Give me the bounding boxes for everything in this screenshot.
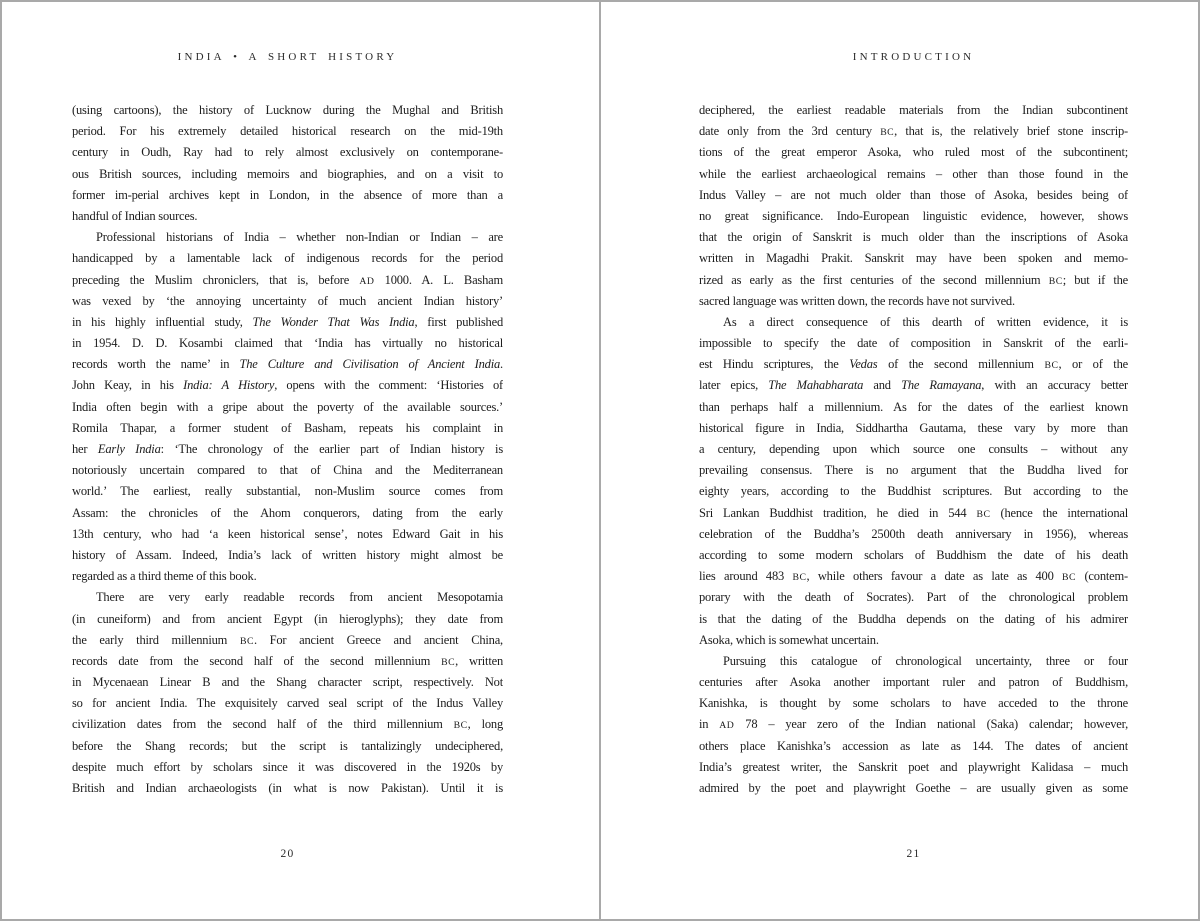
text-line: India often begin with a gripe about the poverty of the available sources.’ (72, 399, 503, 414)
text-line: world.’ The earliest, really substantial, non-Muslim source comes from (72, 484, 503, 499)
text-line: no great significance. Indo-European linguistic evidence, however, shows (699, 208, 1128, 223)
text-line: British and Indian archaeologists (in what is now Pakistan). Until it is (72, 781, 503, 795)
text-line: rized as early as the first centuries of the second millennium BC; but if the (699, 272, 1128, 287)
text-line: despite much effort by scholars since it was discovered in the 1920s by (72, 759, 503, 774)
text-line: Indus Valley – are not much older than those of Asoka, besides being of (699, 187, 1128, 202)
text-line: (using cartoons), the history of Lucknow during the Mughal and British (72, 103, 503, 117)
text-line: history of Assam. Indeed, India’s lack of written history might almost be (72, 547, 503, 562)
text-line: while the earliest archaeological remains – other than those found in the (699, 166, 1128, 181)
text-line: records date from the second half of the second millennium BC, written (72, 653, 503, 668)
text-line: later epics, The Mahabharata and The Ramayana, with an accuracy better (699, 378, 1128, 393)
text-line: a century, depending upon which source one consults – without any (699, 442, 1128, 456)
text-line: in his highly influential study, The Wonder That Was India, first published (72, 314, 503, 329)
text-line: regarded as a third theme of this book. (72, 569, 257, 584)
text-line: tions of the great emperor Asoka, who ruled most of the subcontinent; (699, 145, 1128, 160)
text-line: Sri Lankan Buddhist tradition, he died in 544 BC (hence the international (699, 505, 1128, 520)
text-line: John Keay, in his India: A History, opens with the comment: ‘Histories of (72, 378, 503, 393)
paragraph (699, 312, 1128, 651)
text-line: period. For his extremely detailed historical research on the mid-19th (72, 124, 503, 139)
text-line: that the origin of Sanskrit is much older than the inscriptions of Asoka (699, 230, 1128, 245)
text-line: celebration of the Buddha’s 2500th death anniversary in 1956), whereas (699, 526, 1128, 541)
text-line: Romila Thapar, a former student of Basham, repeats his complaint in (72, 420, 503, 435)
text-line: preceding the Muslim chroniclers, that is, before AD 1000. A. L. Basham (72, 272, 503, 287)
text-line: porary with the death of Socrates). Part of the chronological problem (699, 590, 1128, 605)
text-line: than perhaps half a millennium. As for the dates of the earliest known (699, 399, 1128, 414)
page-left (72, 2, 503, 919)
text-line: according to some modern scholars of Buddhism the date of his death (699, 547, 1128, 562)
text-line: in AD 78 – year zero of the Indian national (Saka) calendar; however, (699, 717, 1128, 732)
text-line: in Mycenaean Linear B and the Shang character script, respectively. Not (72, 675, 503, 690)
text-block-left (72, 100, 503, 799)
text-line: notoriously uncertain compared to that of China and the Mediterranean (72, 463, 503, 478)
running-head-right: INTRODUCTION (852, 51, 975, 63)
text-line: India’s greatest writer, the Sanskrit poet and playwright Kalidasa – much (699, 759, 1128, 774)
text-line: prevailing consensus. There is no argument that the Buddha lived for (699, 463, 1128, 478)
paragraph (72, 227, 503, 587)
text-line: (in cuneiform) and from ancient Egypt (in hieroglyphs); they date from (72, 611, 503, 626)
paragraph (72, 100, 503, 227)
text-line: handicapped by a lamentable lack of indigenous records for the period (72, 251, 503, 266)
page-number-left: 20 (280, 848, 295, 860)
text-line: former im-perial archives kept in London, in the absence of more than a (72, 187, 503, 202)
text-line: century in Oudh, Ray had to rely almost exclusively on contemporane- (72, 145, 503, 160)
text-line: was vexed by ‘the annoying uncertainty of much ancient Indian history’ (72, 293, 503, 308)
page-number-right: 21 (906, 848, 921, 860)
text-line: so for ancient India. The exquisitely carved seal script of the Indus Valley (72, 696, 503, 711)
text-line: sacred language was written down, the records have not survived. (699, 293, 1015, 308)
text-line: ous British sources, including memoirs and biographies, and on a visit to (72, 166, 503, 181)
text-line: eighty years, according to the Buddhist scriptures. But according to the (699, 484, 1128, 499)
text-line: impossible to specify the date of composition in Sanskrit of the earli- (699, 336, 1128, 351)
text-line: centuries after Asoka another important ruler and patron of Buddhism, (699, 675, 1128, 690)
text-line: her Early India: ‘The chronology of the earlier part of Indian history is (72, 442, 503, 456)
paragraph (699, 100, 1128, 312)
text-block-right (699, 100, 1128, 799)
text-line: handful of Indian sources. (72, 208, 198, 223)
running-head-left: INDIA • A SHORT HISTORY (177, 51, 398, 63)
text-line: is that the dating of the Buddha depends on the dating of his admirer (699, 611, 1128, 626)
page-divider (599, 2, 601, 921)
text-line: 13th century, who had ‘a keen historical sense’, notes Edward Gait in his (72, 526, 503, 541)
text-line: There are very early readable records from ancient Mesopotamia (96, 590, 503, 605)
text-line: civilization dates from the second half of the third millennium BC, long (72, 717, 503, 732)
text-line: Pursuing this catalogue of chronological uncertainty, three or four (723, 653, 1128, 668)
text-line: As a direct consequence of this dearth of written evidence, it is (723, 314, 1128, 329)
page-right (699, 2, 1128, 919)
text-line: Kanishka, is thought by some scholars to have acceded to the throne (699, 696, 1128, 711)
text-line: historical figure in India, Siddhartha Gautama, these vary by more than (699, 420, 1128, 435)
text-line: in 1954. D. D. Kosambi claimed that ‘India has virtually no historical (72, 336, 503, 351)
text-line: others place Kanishka’s accession as late as 144. The dates of ancient (699, 738, 1128, 753)
text-line: records worth the name’ in The Culture and Civilisation of Ancient India. (72, 357, 503, 372)
paragraph (699, 651, 1128, 799)
text-line: Assam: the chronicles of the Ahom conquerors, dating from the early (72, 505, 503, 520)
text-line: written in Magadhi Prakit. Sanskrit may have been spoken and memo- (699, 251, 1128, 266)
text-line: before the Shang records; but the script is tantalizingly undeciphered, (72, 738, 503, 753)
text-line: Asoka, which is somewhat uncertain. (699, 632, 879, 647)
text-line: Professional historians of India – whether non-Indian or Indian – are (96, 230, 503, 245)
text-line: deciphered, the earliest readable materials from the Indian subcontinent (699, 103, 1128, 117)
text-line: admired by the poet and playwright Goethe – are usually given as some (699, 781, 1128, 795)
text-line: lies around 483 BC, while others favour a date as late as 400 BC (contem- (699, 569, 1128, 584)
text-line: the early third millennium BC. For ancient Greece and ancient China, (72, 632, 503, 647)
paragraph (72, 587, 503, 799)
text-line: est Hindu scriptures, the Vedas of the second millennium BC, or of the (699, 357, 1128, 372)
text-line: date only from the 3rd century BC, that is, the relatively brief stone inscrip- (699, 124, 1128, 139)
